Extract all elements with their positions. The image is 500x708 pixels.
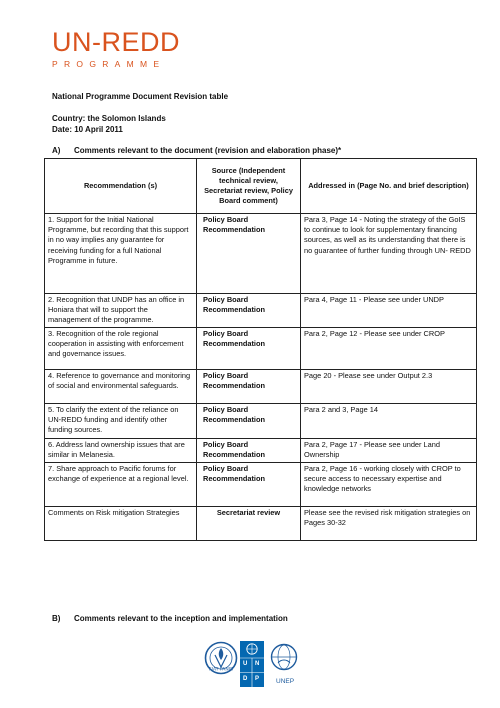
table-row: [45, 214, 477, 294]
svg-text:FIAT PANIS: FIAT PANIS: [209, 667, 233, 673]
unep-label: UNEP: [276, 678, 295, 685]
row-recommendation: 1. Support for the Initial National Programme, but recording that this support in no way implies any guarantee for receiving funding for a full National Programme in future.: [45, 214, 197, 294]
table-row: [45, 328, 477, 370]
header-recommendation: Recommendation (s): [45, 159, 197, 214]
section-b-heading: [52, 614, 288, 623]
un-redd-logo: [52, 28, 180, 69]
row-addressed: Page 20 - Please see under Output 2.3: [301, 370, 477, 404]
table-row: [45, 370, 477, 404]
row-recommendation: Comments on Risk mitigation Strategies: [45, 507, 197, 541]
undp-letter: P: [255, 676, 260, 682]
row-source: Policy Board Recommendation: [197, 370, 301, 404]
row-recommendation: 6. Address land ownership issues that are similar in Melanesia.: [45, 439, 197, 463]
logo-title: UN-REDD: [52, 27, 180, 57]
unep-emblem-icon: [270, 643, 298, 673]
row-recommendation: 3. Recognition of the role regional cooperation in assisting with enforcement and governance issues.: [45, 328, 197, 370]
row-source: Policy Board Recommendation: [197, 439, 301, 463]
row-recommendation: 5. To clarify the extent of the reliance on UN-REDD funding and identify other funding sources.: [45, 404, 197, 439]
row-source: Policy Board Recommendation: [197, 294, 301, 328]
row-addressed: Para 2, Page 17 - Please see under Land Ownership: [301, 439, 477, 463]
row-addressed: Para 2, Page 16 - working closely with CROP to secure access to necessary expertise and knowledge networks: [301, 463, 477, 507]
country-line: Country: the Solomon Islands: [52, 114, 166, 123]
table-row: [45, 294, 477, 328]
section-a-label: A): [52, 146, 61, 155]
table-row: [45, 439, 477, 463]
logo-subtitle: PROGRAMME: [52, 59, 166, 69]
row-source: Secretariat review: [197, 507, 301, 541]
row-source: Policy Board Recommendation: [197, 214, 301, 294]
row-source: Policy Board Recommendation: [197, 404, 301, 439]
row-recommendation: 4. Reference to governance and monitoring of social and environmental safeguards.: [45, 370, 197, 404]
row-recommendation: 2. Recognition that UNDP has an office in Honiara that will to support the management of the programme.: [45, 294, 197, 328]
fao-emblem-icon: [204, 641, 238, 675]
row-addressed: Please see the revised risk mitigation strategies on Pages 30-32: [301, 507, 477, 541]
date-line: Date: 10 April 2011: [52, 125, 123, 134]
row-source: Policy Board Recommendation: [197, 328, 301, 370]
row-recommendation: 7. Share approach to Pacific forums for exchange of experience at a regional level.: [45, 463, 197, 507]
undp-letter: U: [243, 661, 248, 667]
undp-letter: N: [255, 661, 260, 667]
row-addressed: Para 2, Page 12 - Please see under CROP: [301, 328, 477, 370]
table-row: [45, 507, 477, 541]
header-addressed: Addressed in (Page No. and brief description): [301, 159, 477, 214]
header-source: Source (Independent technical review, Secretariat review, Policy Board comment): [197, 159, 301, 214]
undp-letter: D: [243, 676, 248, 682]
row-addressed: Para 4, Page 11 - Please see under UNDP: [301, 294, 477, 328]
row-source: Policy Board Recommendation: [197, 463, 301, 507]
table-row: [45, 404, 477, 439]
row-addressed: Para 3, Page 14 - Noting the strategy of the GoIS to continue to look for supplementary financing sources, as well as its understanding that there is no guarantee of further funding through UN- REDD: [301, 214, 477, 294]
section-a-title: Comments relevant to the document (revision and elaboration phase)*: [74, 146, 342, 155]
table-header-row: [45, 159, 477, 214]
table-row: [45, 463, 477, 507]
row-addressed: Para 2 and 3, Page 14: [301, 404, 477, 439]
section-b-label: B): [52, 614, 61, 623]
revision-table: [44, 158, 477, 541]
document-title: National Programme Document Revision table: [52, 92, 229, 101]
partner-logos: [0, 641, 500, 691]
section-b-title: Comments relevant to the inception and implementation: [74, 614, 288, 623]
section-a-heading: [52, 146, 341, 155]
